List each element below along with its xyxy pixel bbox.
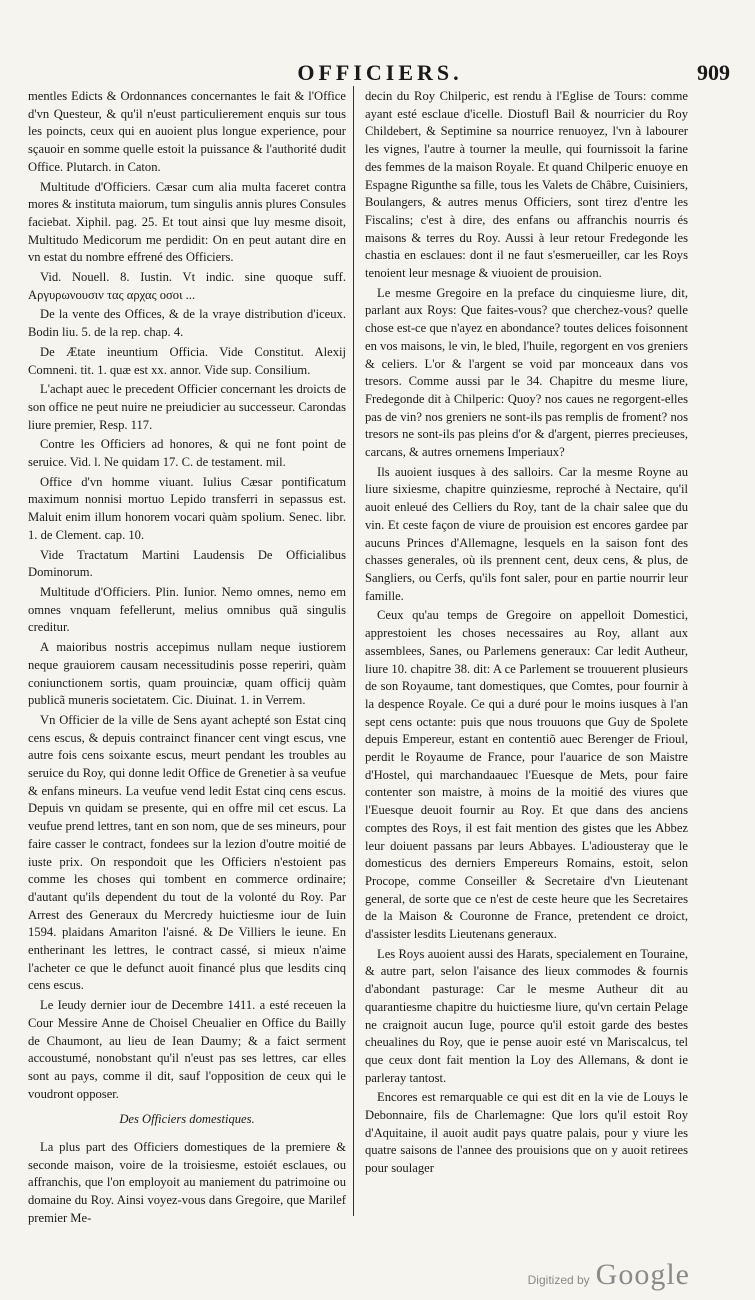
paragraph: Le mesme Gregoire en la preface du cinquiesme liure, dit, parlant aux Roys: Que faites-vous? que cherchez-vous? quelle chose est-ce que n'ayez en abondance? toutes delices foisonnent en vos maisons, le vin, le bled, l'huile, regorgent en vos greniers & celiers. L'or & l'argent se void par monceaux dans vos tresors. Comme aussi par le 34. Chapitre du mesme liure, Fredegonde dit à Chilperic: Quoy? nos caues ne regorgent-elles pas de vin? nos greniers ne sont-ils pas remplis de froment? nos tresors ne sont-ils pas pleins d'or & d'argent, pierres precieuses, carcans, & autres ornemens Imperiaux? xyxy=(365,285,688,460)
watermark-prefix: Digitized by xyxy=(527,1273,590,1287)
digitized-watermark xyxy=(528,1258,690,1292)
paragraph: Vn Officier de la ville de Sens ayant achepté son Estat cinq cens escus, & depuis contrainct financer cent vingt escus, vne autre fois cens soixante escus, meurt pendant les troubles au seruice du Roy, qui donne ledit Office de Grenetier à sa veufue & enfans mineurs. La veufue vend ledit Estat cinq cens escus. Depuis vn quidam se presente, qui en offre mil cet escus. La veufue prend lettres, tant en son nom, que de ses mineurs, pour faire casser le contract, fondees sur la lezion d'outre moitié de iuste prix. On respondoit que les Officiers n'estoient pas comme les choses qui tombent en commerce ordinaire; d'autant qu'ils dependent du tout de la volonté du Roy. Par Arrest des Generaux du Mercredy huictiesme iour de Iuin 1594. plaidans Amariton l'aisné. & De Villiers le ieune. En entherinant les lettres, le contract cassé, si mieux n'aime l'acheter ce que le defunct auoit financé plus que lesdits cinq cens escus. xyxy=(28,712,346,993)
paragraph: Encores est remarquable ce qui est dit en la vie de Louys le Debonnaire, fils de Charlemagne: Que lors qu'il estoit Roy d'Aquitaine, il auoit audit pays quatre palais, pour y viure les quatre saisons de l'annee des prouisions que on y auoit retirees pour soulager xyxy=(365,1090,688,1176)
paragraph: De Ætate ineuntium Officia. Vide Constitut. Alexij Comneni. tit. 1. quæ est xx. annor. Vide sup. Consilium. xyxy=(28,344,346,377)
paragraph: Vid. Nouell. 8. Iustin. Vt indic. sine quoque suff. Αργυρωνουσιν τας αρχας οσοι ... xyxy=(28,270,346,302)
paragraph: Ceux qu'au temps de Gregoire on appelloit Domestici, apprestoient les choses necessaires au Roy, allant aux assemblees, Sanes, ou Parlemens generaux: Car ledit Autheur, liure 10. chapitre 38. dit: A ce Parlement se trouuerent plusieurs de son Royaume, tant domestiques, que Comtes, pour fournir à la despence Royale. Ce qui a duré pour le moins iusques à l'an sept cens octante: puis que nous trouuons que Guy de Spolete depuis Empereur, estant en contentiõ auec Berenger de Frioul, perdit le Royaume de France, pour l'auarice de son Maistre d'Hostel, qui marchandaauec l'Euesque de Mets, pour faire contenter son maistre, à moins de la moitié des viures que l'Euesque deuoit fournir au Roy. Et que dans des anciens comptes des Roys, il est fait mention des gistes que les Abbez leur doiuent passans par leurs Abbayes. L'adiousteray que le domesticus des derniers Empereurs Romains, estoit, selon Procope, comme Conseiller & Secretaire d'vn Lieutenant general, de sorte que ce n'est de ceste heure que les Secretaires de la Maison & Couronne de France, pretendent ce droict, d'assister lesdits Lieutenans generaux. xyxy=(365,608,688,942)
paragraph: decin du Roy Chilperic, est rendu à l'Eglise de Tours: comme ayant esté esclaue d'icelle. Diostufl Bail & nourricier du Roy Childebert, & Septimine sa nourrice renuoyez, l'vn à labourer les vignes, l'autre à tourner la meulle, qui fournissoit la farine des femmes de la maison Royale. Et quand Chilperic enuoye en Espagne Rigunthe sa fille, tous les Valets de Châbre, Cuisiniers, Boulangers, & autres menus Officiers, sont tirez d'entre les Fiscalins; c'est à dire, des enfans ou affranchis nourris és maisons & terres du Roy. Aussi à leur retour Fredegonde les chastia en esclaues: dont il ne faut s'esmerueiller, car les Roys tenoient leur mesnage & viuoient de prouision. xyxy=(365,89,688,281)
paragraph: Vide Tractatum Martini Laudensis De Officialibus Dominorum. xyxy=(28,547,346,580)
page-number: 909 xyxy=(697,60,730,85)
paragraph: Multitude d'Officiers. Plin. Iunior. Nemo omnes, nemo em omnes vnquam fefellerunt, melius omnibus quã singulis creditur. xyxy=(28,584,346,635)
paragraph: mentles Edicts & Ordonnances concernantes le fait & l'Office d'vn Questeur, & qu'il n'eust particulierement enquis sur tous les poincts, ceux qui en auoient plus longue experience, pour sçauoir en somme quelle estoit la puissance & l'authorité dudit Office. Plutarch. in Caton. xyxy=(28,89,346,174)
right-column xyxy=(365,88,688,1180)
paragraph: A maioribus nostris accepimus nullam neque iustiorem neque grauiorem causam necessitudinis posse reperiri, quàm coniunctionem sortis, quam prouinciæ, quam officij quàm publicã muneris societatem. Cic. Diuinat. 1. in Verrem. xyxy=(28,640,346,708)
left-column xyxy=(28,88,346,1230)
paragraph: Ils auoient iusques à des salloirs. Car la mesme Royne au liure sixiesme, chapitre quinziesme, reproché à Nectaire, qu'il auoit enleué des Celliers du Roy, tant de la chair salee que du vin. Et ceste façon de viure de prouision est encores gardee par aucuns Princes d'Allemagne, lesquels en la saison font des chasses generales, où ils prennent cent, deux cens, & plus, de Sangliers, ou Cerfs, qu'ils font saler, pour en partie nourrir leur famille. xyxy=(365,464,688,603)
paragraph: Le Ieudy dernier iour de Decembre 1411. a esté receuen la Cour Messire Anne de Choisel Cheualier en Office du Bailly de Chaumont, au lieu de Iean Daumy; & a faict serment accoustumé, nonobstant qu'il n'eust pas ses lettres, car elles sont au pays, comme il dit, sauf l'opposition de ceux qui le voudront opposer. xyxy=(28,998,346,1101)
section-subhead: Des Officiers domestiques. xyxy=(119,1112,255,1127)
paragraph: Office d'vn homme viuant. Iulius Cæsar pontificatum maximum nonnisi mortuo Lepido transferri in sepassus est. Maluit enim illum honorem vocari quàm spolium. Senec. libr. 1. de Clement. cap. 10. xyxy=(28,474,346,542)
paragraph: L'achapt auec le precedent Officier concernant les droicts de son office ne peut nuire ne preiudicier au successeur. Carondas liure premier, Resp. 117. xyxy=(28,382,346,432)
page-header xyxy=(30,60,730,90)
paragraph: Les Roys auoient aussi des Harats, specialement en Touraine, & autre part, selon l'aisance des lieux commodes & fournis d'abondant pasturage: Car le mesme Autheur dit au quarantiesme chapitre du huictiesme liure, qu'vn certain Pelage ne craignoit aucun Iuge, pource qu'il estoit garde des bestes cheualines du Roy, que ie pense auoir esté vn Mariscalcus, tel que ceux dont fait mention la Loy des Allemans, & dont ie parleray tantost. xyxy=(365,946,688,1085)
column-divider xyxy=(353,86,354,1216)
paragraph: La plus part des Officiers domestiques de la premiere & seconde maison, voire de la troisiesme, estoiét esclaues, ou affranchis, que l'on employoit au maniement du patrimoine ou domaine du Roy. Ainsi voyez-vous dans Gregoire, que Marilef premier Me- xyxy=(28,1140,346,1225)
running-head: OFFICIERS. xyxy=(297,60,463,85)
watermark-logo: Google xyxy=(595,1258,690,1291)
paragraph: De la vente des Offices, & de la vraye distribution d'iceux. Bodin liu. 5. de la rep. chap. 4. xyxy=(28,307,346,340)
paragraph: Multitude d'Officiers. Cæsar cum alia multa faceret contra mores & instituta maiorum, tum singulis annis plures Consules faciebat. Xiphil. pag. 25. Et tout ainsi que luy mesme disoit, Multitudo Medicorum me perdidit: On en peut autant dire en vn estat du nombre effrené des Officiers. xyxy=(28,179,346,265)
paragraph: Contre les Officiers ad honores, & qui ne font point de seruice. Vid. l. Ne quidam 17. C. de testament. mil. xyxy=(28,437,346,470)
